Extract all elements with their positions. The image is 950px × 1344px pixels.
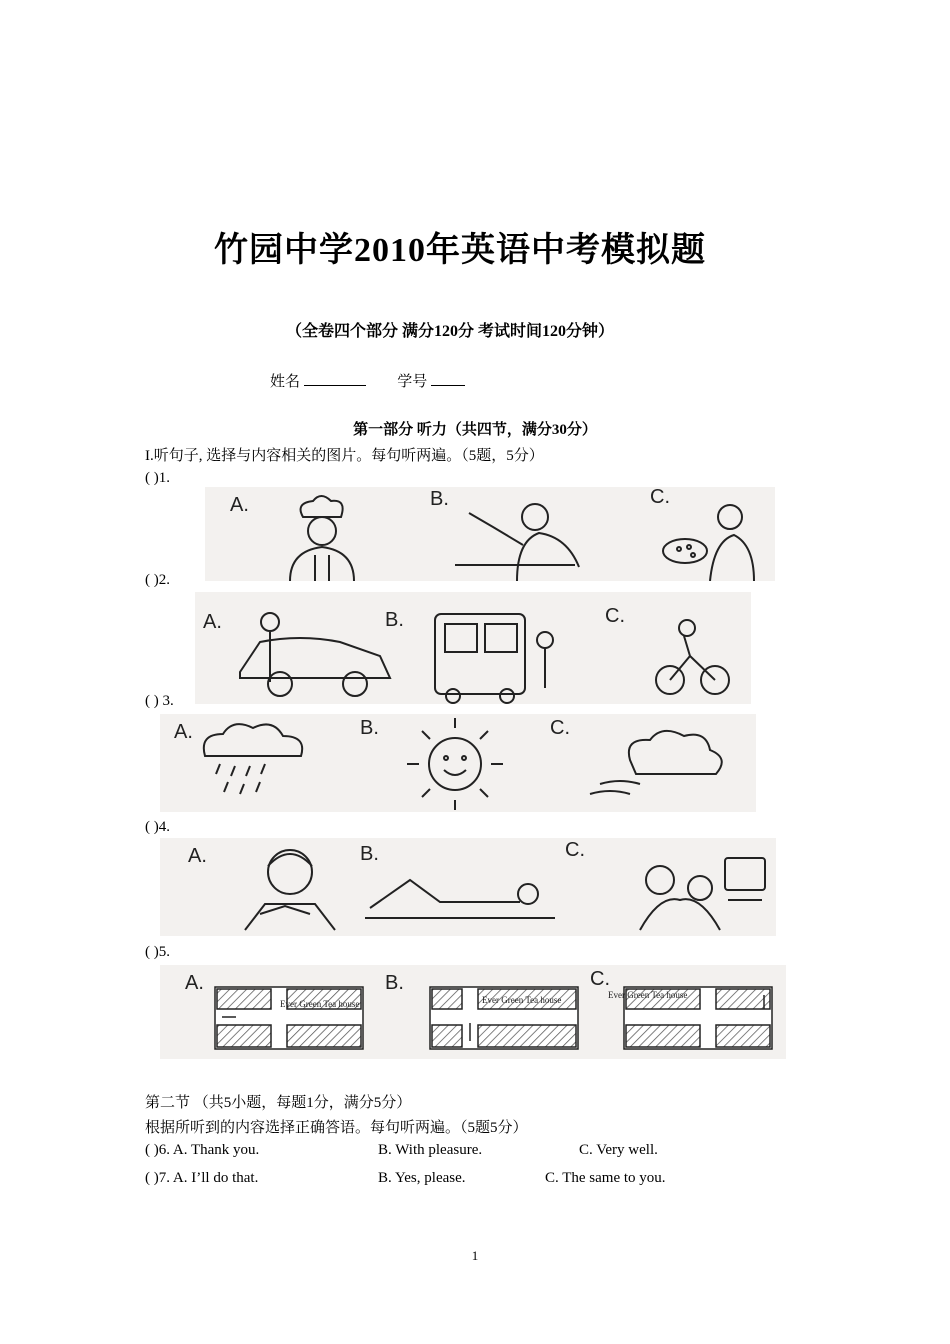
q3-option-a: A.: [174, 721, 193, 743]
q2-option-c: C.: [605, 605, 625, 627]
wind-cloud-icon: [590, 731, 722, 794]
teacher-icon: [455, 504, 579, 581]
id-label: 学号: [397, 374, 428, 390]
question-6: [145, 1142, 745, 1164]
chef-icon: [290, 496, 354, 581]
question-1-image: [205, 487, 775, 581]
q6-option-b: B. With pleasure.: [378, 1142, 483, 1158]
bus-icon: [435, 614, 553, 703]
part1-heading: 第一部分 听力（共四节，满分30分）: [353, 422, 597, 438]
q7-option-b: B. Yes, please.: [378, 1170, 466, 1186]
question-3-image: [160, 714, 756, 812]
id-blank: [431, 371, 465, 386]
rain-cloud-icon: [204, 724, 302, 794]
q6-option-c: C. Very well.: [579, 1142, 658, 1158]
bicycle-icon: [656, 620, 729, 694]
question-5-image: [160, 965, 786, 1059]
question-2-label: ( )2.: [145, 572, 170, 588]
question-5-label: ( )5.: [145, 944, 170, 960]
page-number: 1: [471, 1248, 479, 1263]
q2-option-a: A.: [203, 611, 222, 633]
q1-option-a: A.: [230, 494, 249, 516]
lying-man-icon: [365, 880, 555, 918]
q6-option-a: ( )6. A. Thank you.: [145, 1142, 260, 1158]
map-a-label: Ever Green Tea house: [280, 999, 360, 1009]
exam-subtitle: （全卷四个部分 满分120分 考试时间120分钟）: [285, 323, 614, 340]
sun-icon: [407, 718, 503, 810]
question-4-label: ( )4.: [145, 819, 170, 835]
q5-option-c: C.: [590, 968, 610, 990]
map-c-label: Ever Green Tea house: [608, 990, 688, 1000]
q5-option-a: A.: [185, 972, 204, 994]
q7-option-c: C. The same to you.: [545, 1170, 666, 1186]
q3-option-c: C.: [550, 717, 570, 739]
q5-option-b: B.: [385, 972, 404, 994]
question-7: [145, 1170, 745, 1192]
tv-watching-icon: [640, 858, 765, 930]
question-4-image: [160, 838, 776, 936]
q1-option-c: C.: [650, 487, 670, 508]
map-b-label: Ever Green Tea house: [482, 995, 562, 1005]
section2-instruction: 根据所听到的内容选择正确答语。每句听两遍。（5题5分）: [145, 1120, 528, 1136]
q3-option-b: B.: [360, 717, 379, 739]
question-1-label: ( )1.: [145, 470, 170, 486]
student-info: [270, 370, 465, 391]
exam-title: 竹园中学2010年英语中考模拟题: [214, 232, 706, 269]
name-label: 姓名: [270, 374, 301, 390]
q4-option-a: A.: [188, 845, 207, 867]
map-a: [215, 987, 363, 1049]
q2-option-b: B.: [385, 609, 404, 631]
q4-option-c: C.: [565, 839, 585, 861]
car-icon: [240, 613, 390, 696]
reading-boy-icon: [245, 850, 335, 930]
section2-heading: 第二节 （共5小题，每题1分，满分5分）: [145, 1095, 412, 1111]
question-2-image: [195, 592, 751, 704]
q1-option-b: B.: [430, 488, 449, 510]
section1-instruction: I.听句子, 选择与内容相关的图片。每句听两遍。（5题，5分）: [145, 448, 544, 464]
name-blank: [304, 371, 366, 386]
painter-icon: [663, 505, 754, 581]
q4-option-b: B.: [360, 843, 379, 865]
question-3-label: ( ) 3.: [145, 693, 174, 709]
q7-option-a: ( )7. A. I’ll do that.: [145, 1170, 259, 1186]
